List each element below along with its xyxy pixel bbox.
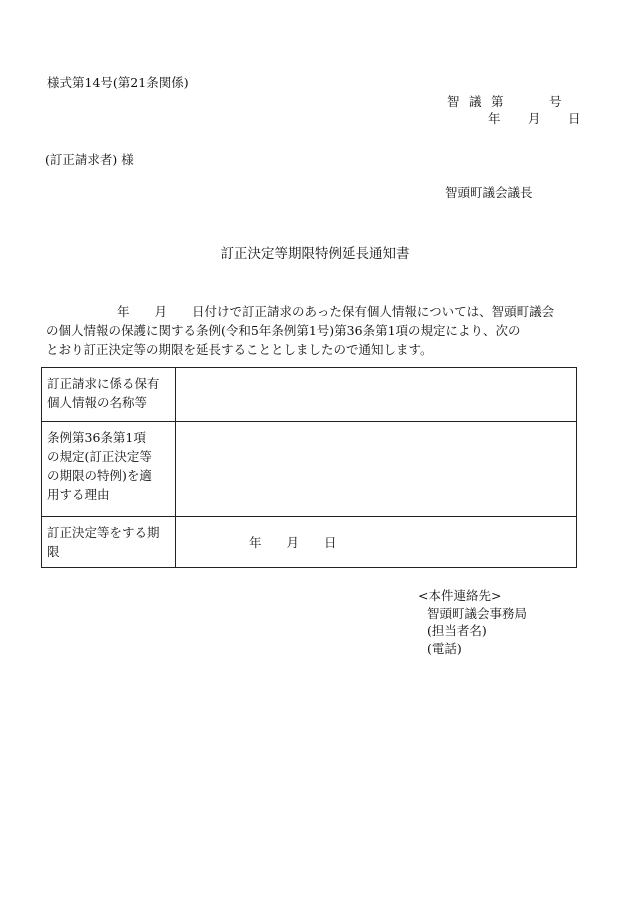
contact-block xyxy=(418,587,527,657)
body-line-1: 年 月 日付けで訂正請求のあった保有個人情報については、智頭町議会 xyxy=(117,304,555,319)
row-value-reason xyxy=(176,422,577,517)
doc-number-suffix: 号 xyxy=(549,94,562,109)
form-number: 様式第14号(第21条関係) xyxy=(47,75,189,90)
row-value-record-name xyxy=(176,368,577,422)
document-title: 訂正決定等期限特例延長通知書 xyxy=(220,246,410,262)
date-month: 月 xyxy=(528,111,541,126)
date-year: 年 xyxy=(488,111,501,126)
table-row xyxy=(42,517,577,568)
row-value-deadline: 年 月 日 xyxy=(176,517,577,568)
body-text xyxy=(46,302,578,359)
date-day: 日 xyxy=(568,111,581,126)
contact-person: (担当者名) xyxy=(427,623,487,638)
doc-number-label: 第 xyxy=(491,94,504,109)
doc-number-mid: 議 xyxy=(469,94,482,109)
contact-phone: (電話) xyxy=(427,640,462,656)
row-label-deadline: 訂正決定等をする期 限 xyxy=(42,517,176,568)
row-label-reason: 条例第36条第1項 の規定(訂正決定等 の期限の特例)を適 用する理由 xyxy=(42,422,176,517)
addressee: (訂正請求者) 様 xyxy=(45,152,134,167)
table-row xyxy=(42,368,577,422)
contact-heading: <本件連絡先> xyxy=(418,588,502,603)
row-label-record-name: 訂正請求に係る保有 個人情報の名称等 xyxy=(42,368,176,422)
table-row xyxy=(42,422,577,517)
document-number xyxy=(447,92,562,110)
sender: 智頭町議会議長 xyxy=(445,185,533,200)
document-date xyxy=(488,109,581,127)
body-line-3: とおり訂正決定等の期限を延長することとしましたので通知します。 xyxy=(46,342,433,357)
doc-number-prefix: 智 xyxy=(447,94,460,109)
info-table xyxy=(41,367,577,568)
contact-office: 智頭町議会事務局 xyxy=(427,605,528,621)
body-line-2: の個人情報の保護に関する条例(令和5年条例第1号)第36条第1項の規定により、次の xyxy=(46,323,521,338)
